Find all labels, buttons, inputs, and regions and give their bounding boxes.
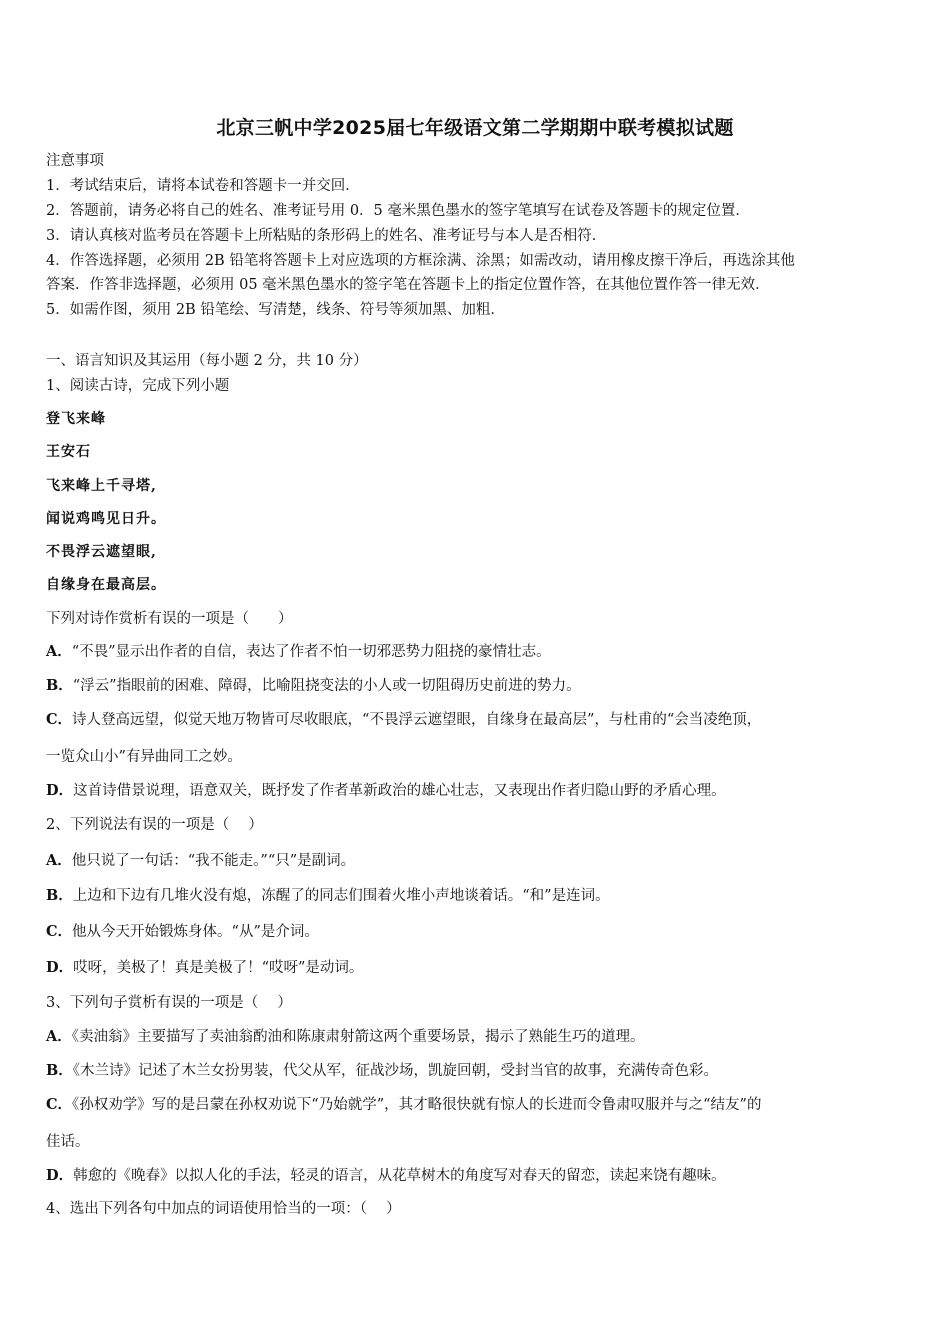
poem-line: 飞来峰上千寻塔,	[46, 478, 157, 494]
poem-line: 自缘身在最高层。	[46, 577, 166, 593]
option-label: D．	[46, 1167, 74, 1184]
option-d: D．哎呀，美极了！真是美极了！“哎呀”是动词。	[46, 959, 364, 976]
option-c: C．他从今天开始锻炼身体。“从”是介词。	[46, 923, 319, 940]
question-stem: 2、下列说法有误的一项是（ ）	[46, 817, 263, 833]
notice-item: 答案．作答非选择题，必须用 05 毫米黑色墨水的签字笔在答题卡上的指定位置作答，在其他位置作答一律无效．	[46, 277, 770, 293]
notice-item: 1．考试结束后，请将本试卷和答题卡一并交回．	[46, 178, 360, 194]
poem-line: 闻说鸡鸣见日升。	[46, 511, 166, 527]
poem-line: 不畏浮云遮望眼,	[46, 544, 157, 560]
option-c-continued: 一览众山小”有异曲同工之妙。	[46, 749, 242, 765]
poem-title: 登飞来峰	[46, 411, 106, 427]
option-label: B．	[46, 1062, 73, 1079]
notice-item: 5．如需作图，须用 2B 铅笔绘、写清楚，线条、符号等须加黑、加粗．	[46, 302, 505, 318]
question-stem: 3、下列句子赏析有误的一项是（ ）	[46, 995, 292, 1011]
notice-item: 2．答题前，请务必将自己的姓名、准考证号用 0．5 毫米黑色墨水的签字笔填写在试卷及答题卡的规定位置．	[46, 203, 750, 219]
option-label: C．	[46, 1096, 73, 1113]
option-c: C．诗人登高远望，似觉天地万物皆可尽收眼底，“不畏浮云遮望眼，自缘身在最高层”，与杜甫的“会当凌绝顶，	[46, 711, 762, 728]
question-prompt: 下列对诗作赏析有误的一项是（ ）	[46, 611, 293, 627]
option-d: D．韩愈的《晚春》以拟人化的手法，轻灵的语言，从花草树木的角度写对春天的留恋，读起来饶有趣味。	[46, 1167, 726, 1184]
option-label: B．	[46, 677, 73, 694]
option-label: D．	[46, 959, 74, 976]
option-c: C．《孙权劝学》写的是吕蒙在孙权劝说下“乃始就学”，其才略很快就有惊人的长进而令鲁肃叹服并与之“结友”的	[46, 1096, 762, 1113]
option-b: B．《木兰诗》记述了木兰女扮男装，代父从军，征战沙场，凯旋回朝，受封当官的故事，充满传奇色彩。	[46, 1062, 719, 1079]
option-b: B．上边和下边有几堆火没有熄，冻醒了的同志们围着火堆小声地谈着话。“和”是连词。	[46, 887, 610, 904]
option-label: B．	[46, 887, 73, 904]
section-heading: 一、语言知识及其运用（每小题 2 分，共 10 分）	[46, 353, 368, 369]
option-label: C．	[46, 711, 73, 728]
poem-author: 王安石	[46, 444, 91, 460]
page-title: 北京三帆中学2025届七年级语文第二学期期中联考模拟试题	[216, 117, 734, 139]
option-label: C．	[46, 923, 73, 940]
option-c-continued: 佳话。	[46, 1134, 90, 1150]
notice-item: 4．作答选择题，必须用 2B 铅笔将答题卡上对应选项的方框涂满、涂黑；如需改动，请用橡皮擦干净后，再选涂其他	[46, 253, 795, 269]
option-label: A．	[46, 1028, 72, 1045]
option-label: A．	[46, 852, 72, 869]
option-a: A．《卖油翁》主要描写了卖油翁酌油和陈康肃射箭这两个重要场景，揭示了熟能生巧的道理。	[46, 1028, 645, 1045]
option-a: A．他只说了一句话：“我不能走。”“只”是副词。	[46, 852, 356, 869]
option-d: D．这首诗借景说理，语意双关，既抒发了作者革新政治的雄心壮志，又表现出作者归隐山野的矛盾心理。	[46, 782, 726, 799]
option-label: D．	[46, 782, 74, 799]
notice-item: 3．请认真核对监考员在答题卡上所粘贴的条形码上的姓名、准考证号与本人是否相符．	[46, 228, 607, 244]
option-b: B．“浮云”指眼前的困难、障碍，比喻阻挠变法的小人或一切阻碍历史前进的势力。	[46, 677, 581, 694]
option-label: A．	[46, 643, 72, 660]
question-stem: 4、选出下列各句中加点的词语使用恰当的一项：（ ）	[46, 1201, 401, 1217]
question-stem: 1、阅读古诗，完成下列小题	[46, 378, 230, 394]
notice-heading: 注意事项	[46, 153, 104, 169]
option-a: A．“不畏”显示出作者的自信，表达了作者不怕一切邪恶势力阻挠的豪情壮志。	[46, 643, 551, 660]
